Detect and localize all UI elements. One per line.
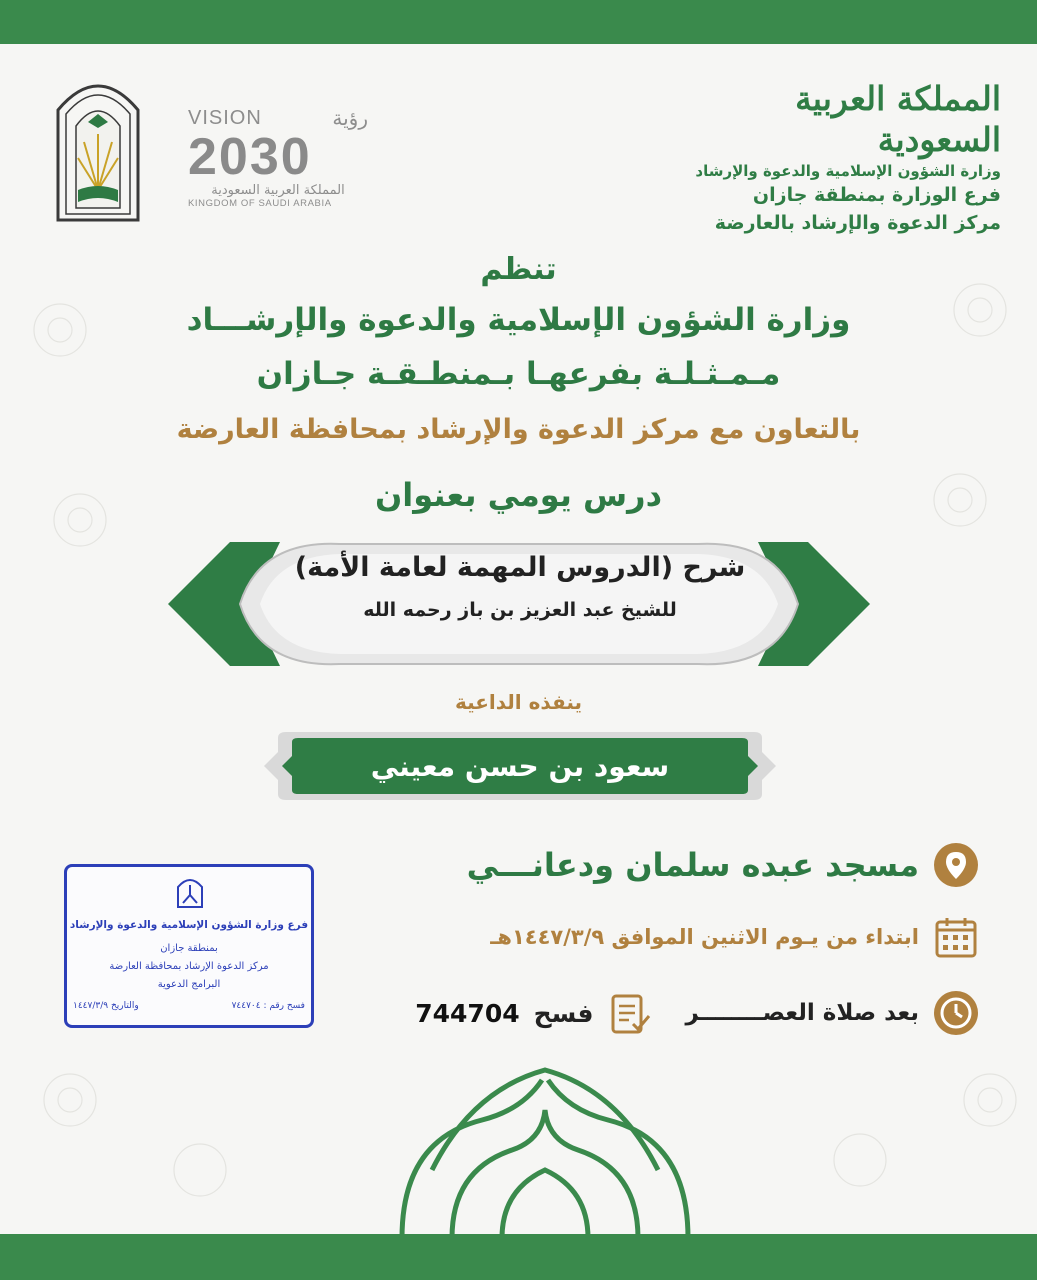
lesson-author: للشيخ عبد العزيز بن باز رحمه الله: [363, 599, 677, 621]
vision-country-en: KINGDOM OF SAUDI ARABIA: [188, 198, 332, 209]
bottom-band: [0, 1234, 1037, 1280]
clock-icon: [933, 990, 979, 1036]
time-text: بعد صلاة العصــــــــر: [685, 1000, 919, 1026]
ministry-name: وزارة الشؤون الإسلامية والدعوة والإرشاد: [695, 161, 1001, 180]
date-row: [490, 914, 979, 960]
stamp-footer: [73, 1001, 305, 1011]
lesson-type: درس يومي بعنوان: [374, 476, 663, 514]
branch-name: فرع الوزارة بمنطقة جازان: [752, 184, 1001, 207]
center-name: مركز الدعوة والإرشاد بالعارضة: [714, 211, 1001, 234]
stamp-line2: بمنطقة جازان: [160, 943, 218, 954]
time-row: [415, 990, 979, 1036]
stamp-permit-label: فسح رقم :: [263, 1001, 305, 1011]
stamp-date: ١٤٤٧/٣/٩: [73, 1001, 109, 1011]
stamp-line3: مركز الدعوة الإرشاد بمحافظة العارضة: [109, 961, 269, 972]
start-date-text: ابتداء من يـوم الاثنين الموافق ١٤٤٧/٣/٩هـ: [490, 925, 919, 949]
checklist-icon: [607, 990, 653, 1036]
cooperation-line: بالتعاون مع مركز الدعوة والإرشاد بمحافظة العارضة: [176, 414, 861, 445]
location-row: [467, 842, 979, 888]
location-pin-icon: [933, 842, 979, 888]
represented-line: مـمـثـلـة بفرعهـا بـمنطـقـة جـازان: [256, 356, 781, 392]
stamp-line4: البرامج الدعوية: [157, 979, 221, 990]
stamp-line1: فرع وزارة الشؤون الإسلامية والدعوة والإرشاد: [69, 919, 309, 931]
vision-en: VISION: [188, 107, 262, 129]
location-text: مسجد عبده سلمان ودعانـــي: [466, 846, 919, 884]
permit-label: فسح: [533, 998, 594, 1028]
decorative-knot: [392, 1060, 698, 1238]
top-band: [0, 0, 1037, 44]
lesson-title: شرح (الدروس المهمة لعامة الأمة): [294, 552, 746, 583]
calendar-icon: [933, 914, 979, 960]
stamp-permit-number: ٧٤٤٧٠٤: [231, 1001, 261, 1011]
vision-2030-logo: [188, 106, 368, 230]
ministry-line: وزارة الشؤون الإسلامية والدعوة والإرشـــاد: [186, 302, 851, 338]
vision-number: 2030: [188, 128, 312, 186]
vision-ar: رؤية: [332, 108, 368, 130]
presenter-name: سعود بن حسن معيني: [370, 750, 670, 783]
stamp-date-label: والتاريخ: [110, 1001, 139, 1011]
vision-country-ar: المملكة العربية السعودية: [211, 183, 345, 198]
permit-number: 744704: [415, 998, 520, 1028]
presenter-label: ينفذه الداعية: [454, 690, 583, 714]
stamp-emblem-icon: [175, 875, 205, 909]
official-stamp: [64, 864, 314, 1028]
ministry-header: [671, 78, 1001, 237]
kingdom-name: المملكة العربية السعودية: [795, 79, 1001, 160]
lesson-title-block: [260, 552, 780, 621]
ministry-emblem-icon: [50, 70, 146, 230]
organizes-heading: تنظم: [480, 252, 557, 287]
